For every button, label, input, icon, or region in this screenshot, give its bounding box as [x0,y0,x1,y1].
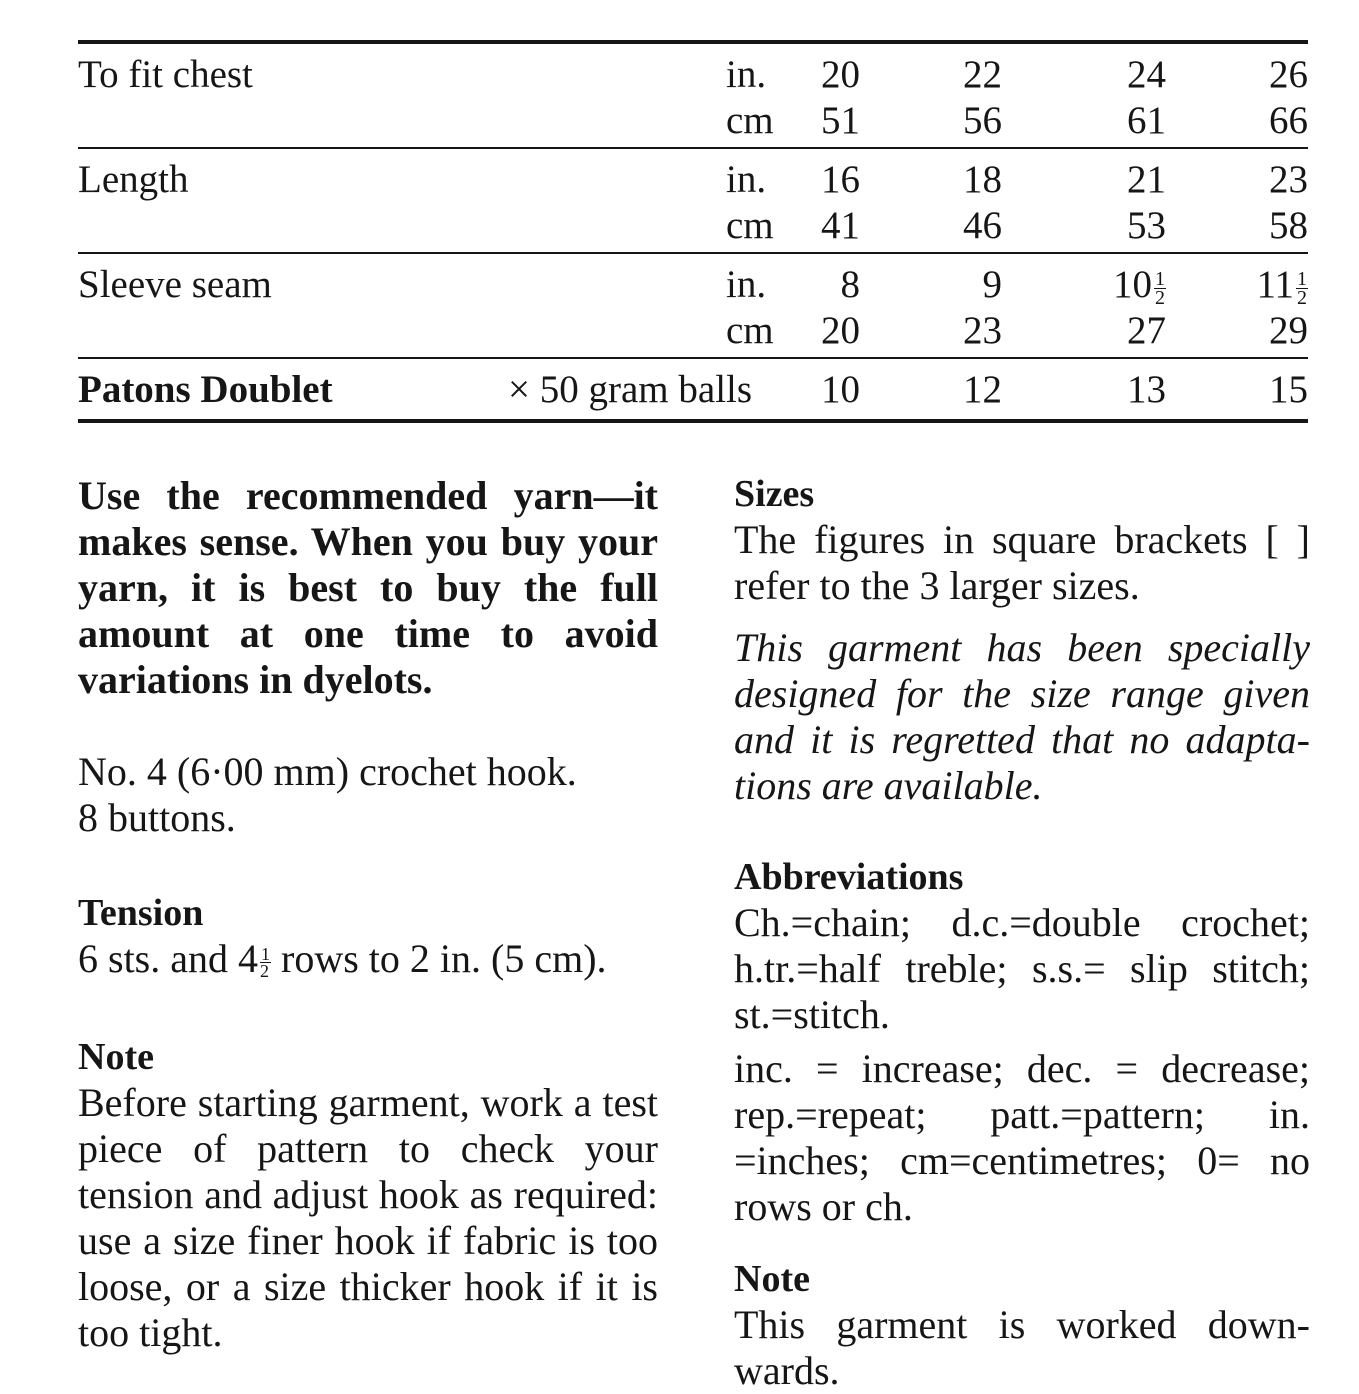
sizes-text: The figures in square brackets [ ] refer to the 3 larger sizes. [734,517,1310,608]
value-cell: 66 [1269,99,1308,142]
half-fraction [1154,267,1166,309]
unit-cm: cm [726,99,774,142]
value-cell: 13 [1127,368,1166,411]
value-cell: 20 [821,309,860,352]
value-cell: 61 [1127,99,1166,142]
note-text: This garment is worked downwards. [734,1302,1310,1393]
value-cell: 22 [963,53,1002,96]
fraction-denominator: 2 [260,961,269,982]
fraction-numerator: 1 [1155,267,1165,290]
unit-in: in. [726,158,767,201]
table-row-length [78,149,1308,252]
yarn-unit: × 50 gram balls [508,368,753,411]
half-fraction [260,944,271,982]
fraction-numerator: 1 [261,944,270,965]
whole-number: 11 [1256,263,1294,306]
value-cell: 18 [963,158,1002,201]
value-cell: 58 [1269,204,1308,247]
value-cell: 29 [1269,309,1308,352]
value-cell: 10 [821,368,860,411]
value-cell: 15 [1269,368,1308,411]
value-cell: 23 [963,309,1002,352]
value-cell: 26 [1269,53,1308,96]
row-label: Sleeve seam [78,263,272,306]
sizes-heading: Sizes [734,473,815,515]
value-cell: 46 [963,204,1002,247]
fraction-numerator: 1 [1297,267,1307,290]
value-cell-fraction [1256,262,1308,308]
value-cell: 53 [1127,204,1166,247]
yarn-label: Patons Doublet [78,368,333,411]
value-cell: 24 [1127,53,1166,96]
table-row-sleeve [78,254,1308,357]
value-cell: 27 [1127,309,1166,352]
half-fraction [1296,267,1308,309]
row-label: Length [78,158,189,201]
materials-hook: No. 4 (6·00 mm) crochet hook. [78,749,577,794]
tension-text [78,936,658,982]
value-cell: 20 [821,53,860,96]
unit-in: in. [726,53,767,96]
row-label: To fit chest [78,53,253,96]
table-bottom-rule [78,419,1308,423]
unit-cm: cm [726,309,774,352]
value-cell: 8 [840,263,860,306]
value-cell: 9 [982,263,1002,306]
value-cell: 51 [821,99,860,142]
value-cell: 16 [821,158,860,201]
materials-buttons: 8 buttons. [78,795,236,840]
table-row-yarn [78,359,1308,419]
note-heading: Note [78,1036,154,1078]
right-column [734,471,1310,1394]
value-cell: 56 [963,99,1002,142]
value-cell: 41 [821,204,860,247]
left-column [78,473,658,1356]
size-table [78,40,1308,423]
tension-text-start: 6 sts. and 4 [78,936,258,981]
unit-in: in. [726,263,767,306]
unit-cm: cm [726,204,774,247]
garment-note: This garment has been specially designed for the size range given and it is regretted that no adaptations are available. [734,625,1310,808]
table-row-chest [78,44,1308,147]
abbreviations-text-more: inc. = increase; dec. = decrease; rep.=repeat; patt.=pattern; in. =inches; cm=centimetres; 0= no rows or ch. [734,1046,1310,1229]
fraction-denominator: 2 [1155,286,1165,309]
value-cell: 12 [963,368,1002,411]
yarn-advice: Use the recommended yarn—it makes sense. When you buy your yarn, it is best to buy the full amount at one time to avoid variations in dyelots. [78,473,658,702]
abbreviations-text: Ch.=chain; d.c.=double crochet; h.tr.=half treble; s.s.= slip stitch; st.=stitch. [734,900,1310,1037]
value-cell: 21 [1127,158,1166,201]
note-text: Before starting garment, work a test piece of pattern to check your tension and adjust hook as required: use a size finer hook if fabric is too loose, or a size thicker hook if it is too tight. [78,1080,658,1355]
whole-number: 10 [1113,263,1152,306]
tension-text-end: rows to 2 in. (5 cm). [271,936,607,981]
value-cell: 23 [1269,158,1308,201]
note-heading: Note [734,1258,810,1300]
value-cell-fraction [1113,262,1166,308]
tension-heading: Tension [78,892,204,934]
abbreviations-heading: Abbreviations [734,856,964,898]
fraction-denominator: 2 [1297,286,1307,309]
